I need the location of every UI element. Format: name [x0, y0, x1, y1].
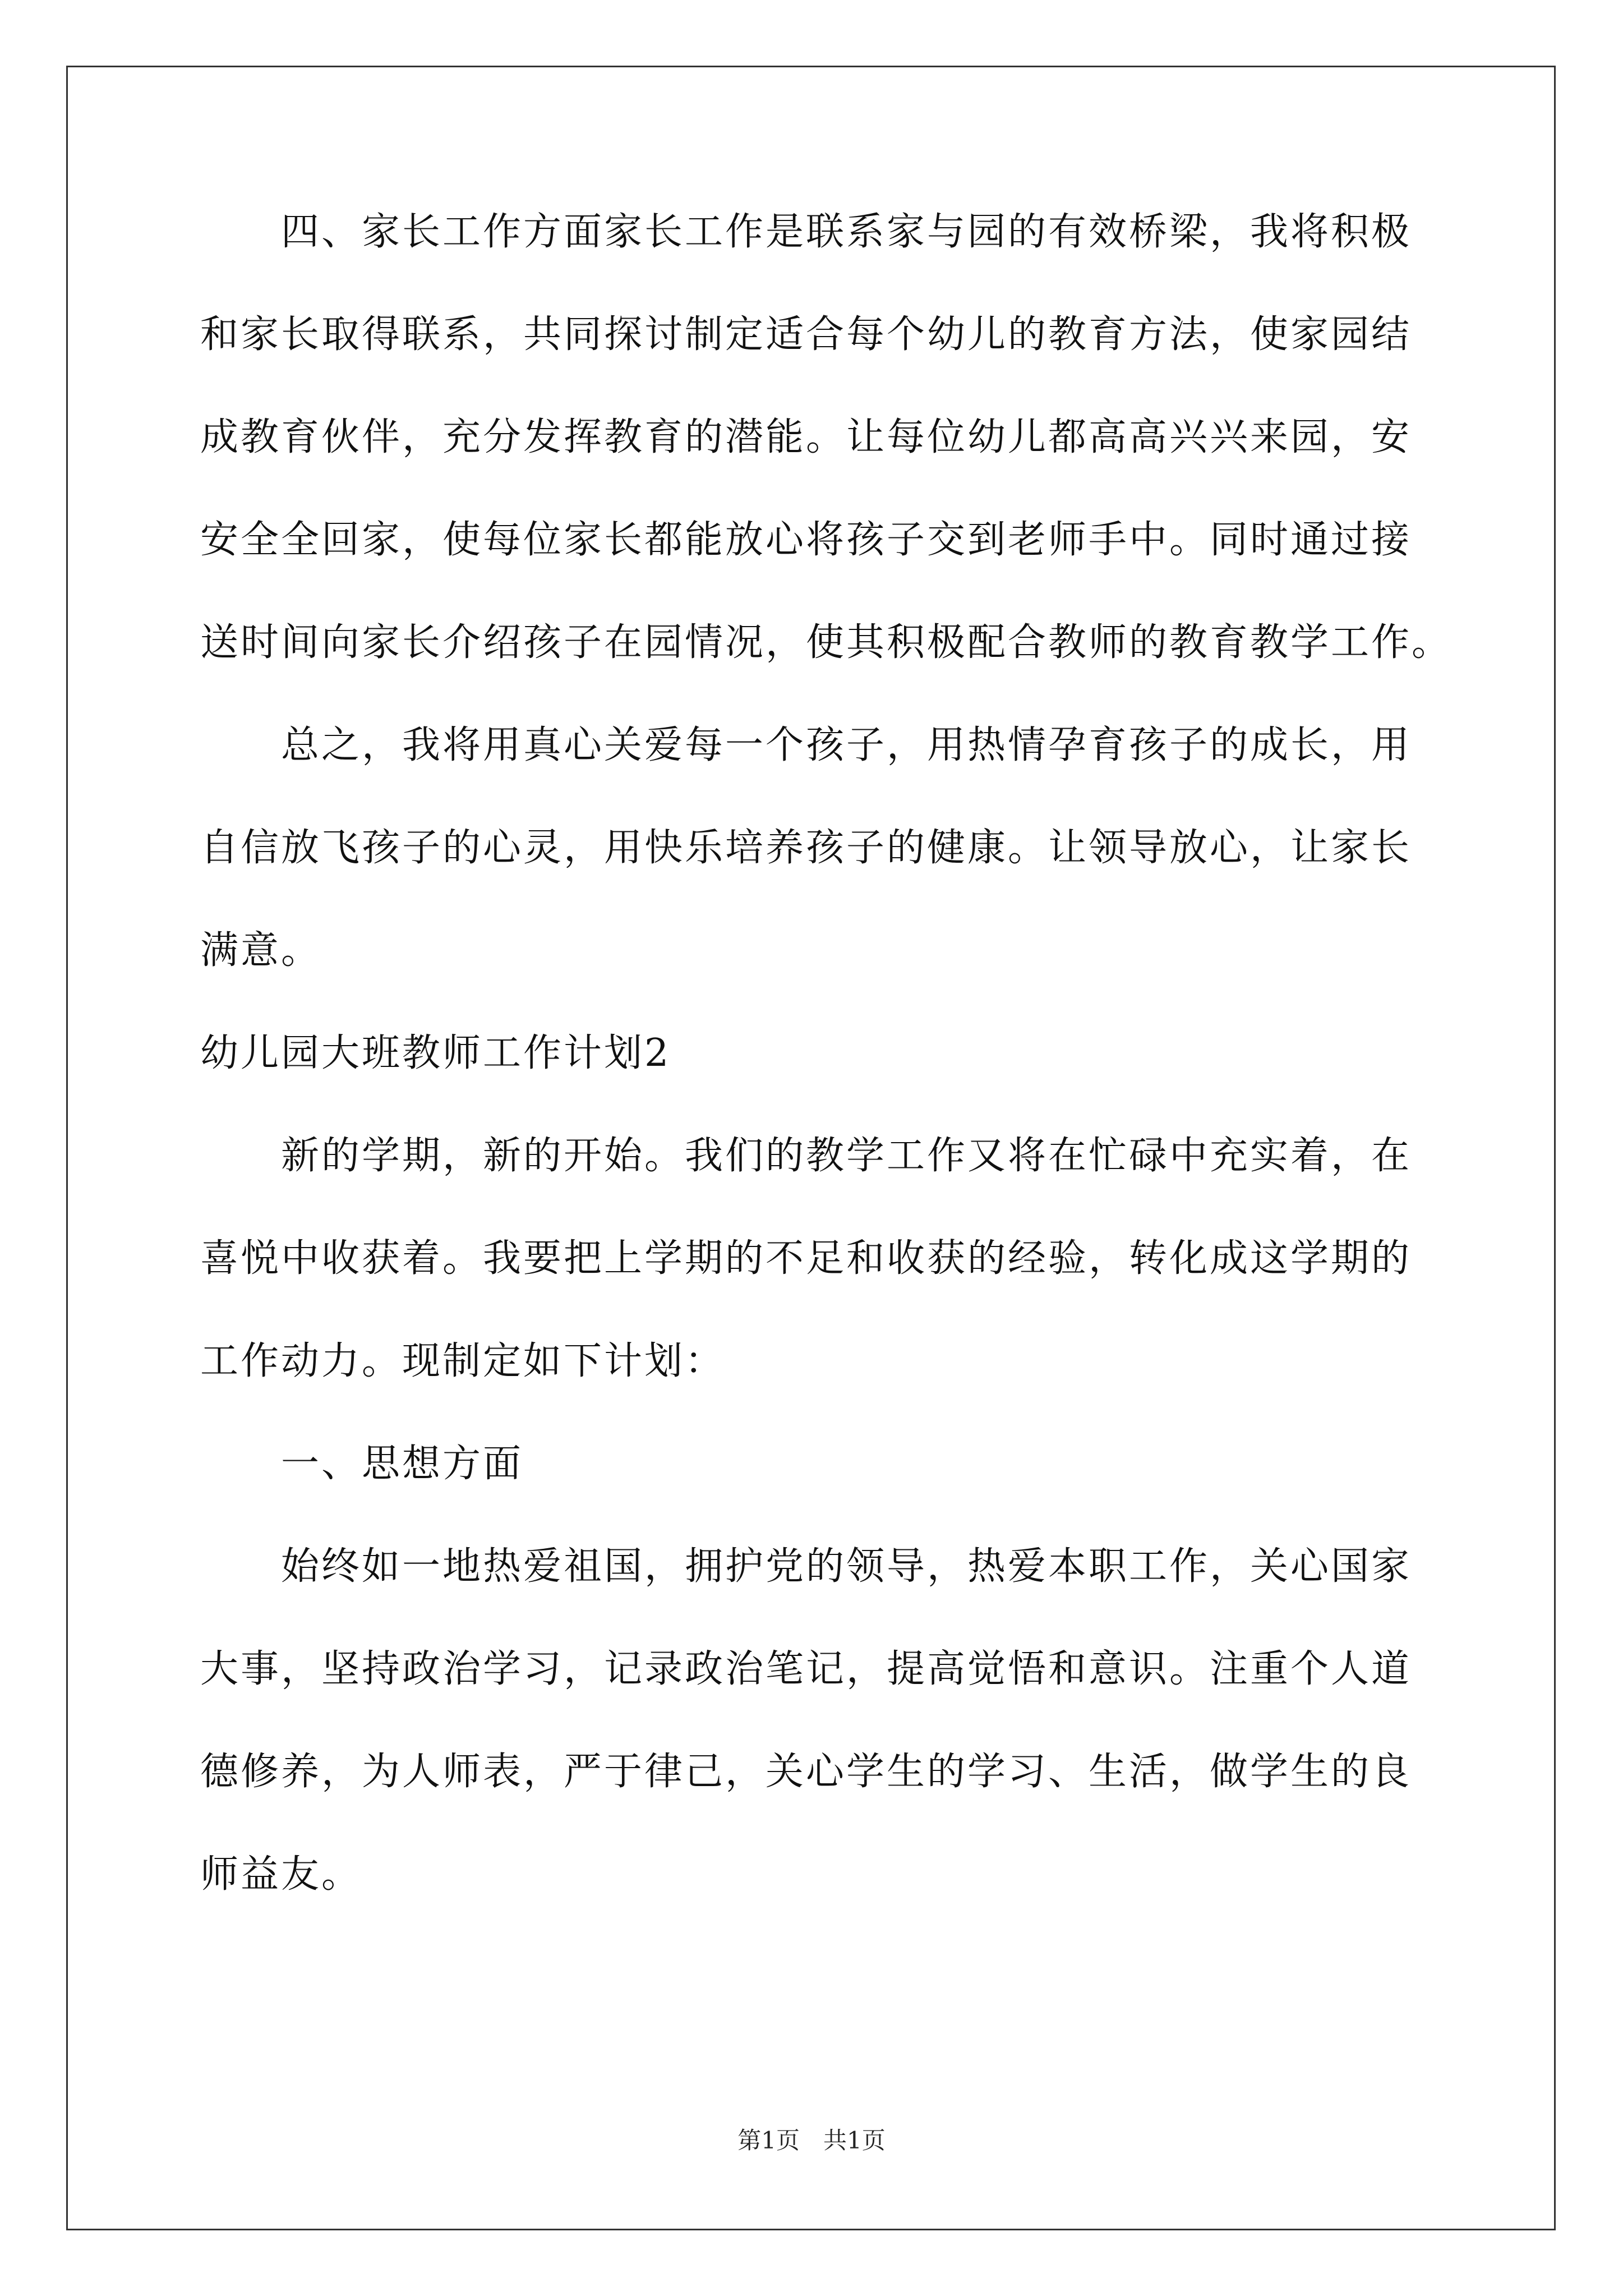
text-line: 总之，我将用真心关爱每一个孩子，用热情孕育孩子的成长，用	[200, 723, 1412, 767]
text-line: 安全全回家，使每位家长都能放心将孩子交到老师手中。同时通过接	[200, 518, 1412, 562]
text-line: 成教育伙伴，充分发挥教育的潜能。让每位幼儿都高高兴兴来园，安	[200, 415, 1412, 459]
text-line: 师益友。	[200, 1852, 362, 1897]
text-line: 四、家长工作方面家长工作是联系家与园的有效桥梁，我将积极	[200, 210, 1412, 254]
text-line: 始终如一地热爱祖国，拥护党的领导，热爱本职工作，关心国家	[200, 1544, 1412, 1589]
text-line: 工作动力。现制定如下计划：	[200, 1339, 726, 1383]
text-line: 新的学期，新的开始。我们的教学工作又将在忙碌中充实着，在	[200, 1134, 1412, 1178]
section-heading: 幼儿园大班教师工作计划2	[200, 1031, 671, 1075]
page-number-footer: 第1页 共1页	[737, 2127, 886, 2154]
text-line: 和家长取得联系，共同探讨制定适合每个幼儿的教育方法，使家园结	[200, 312, 1412, 357]
text-line: 大事，坚持政治学习，记录政治笔记，提高觉悟和意识。注重个人道	[200, 1647, 1412, 1691]
text-line: 喜悦中收获着。我要把上学期的不足和收获的经验，转化成这学期的	[200, 1236, 1412, 1281]
text-line: 满意。	[200, 928, 322, 973]
text-line: 德修养，为人师表，严于律己，关心学生的学习、生活，做学生的良	[200, 1750, 1412, 1794]
subsection-heading: 一、思想方面	[200, 1442, 524, 1486]
text-line: 送时间向家长介绍孩子在园情况，使其积极配合教师的教育教学工作。	[200, 620, 1453, 665]
text-line: 自信放飞孩子的心灵，用快乐培养孩子的健康。让领导放心，让家长	[200, 826, 1412, 870]
document-body	[200, 210, 1453, 1958]
